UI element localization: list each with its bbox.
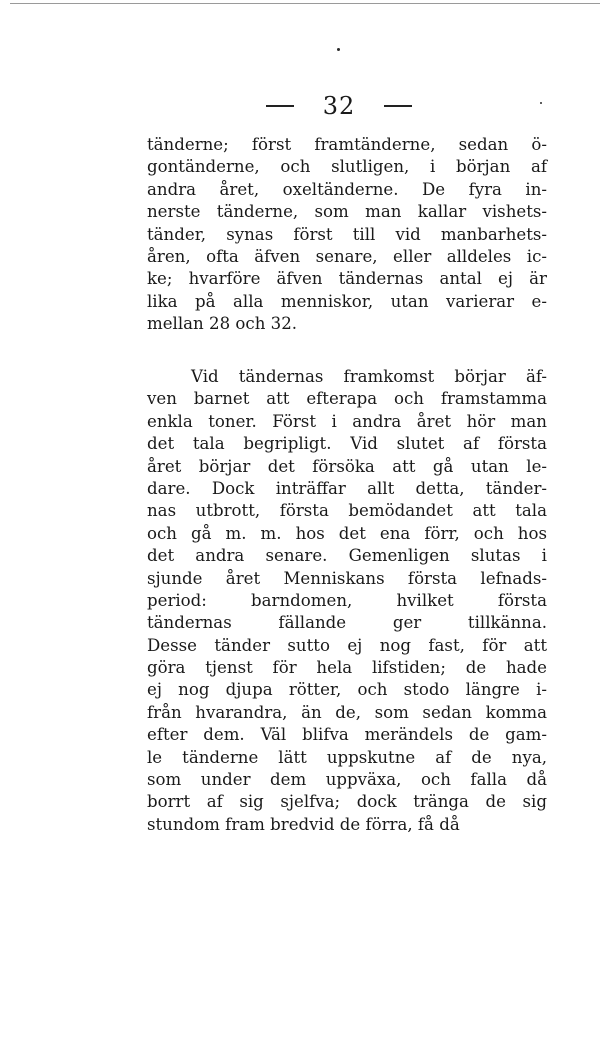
paragraph-1 (147, 134, 547, 336)
text-line: stundom fram bredvid de förra, få då (147, 814, 460, 834)
text-line: och gå m. m. hos det ena förr, och hos (147, 523, 547, 543)
text-line: det tala begripligt. Vid slutet af första (147, 434, 547, 454)
text-line: som under dem uppväxa, och falla då (147, 770, 547, 790)
page-header (266, 92, 412, 120)
top-border-rule (10, 3, 600, 4)
text-line: tänder, synas först till vid manbarhets- (147, 224, 547, 244)
text-line: Vid tändernas framkomst börjar äf- (191, 367, 547, 386)
text-line: åren, ofta äfven senare, eller alldeles ic- (147, 246, 547, 266)
text-line: nas utbrott, första bemödandet att tala (147, 501, 547, 521)
text-line: göra tjenst för hela lifstiden; de hade (147, 658, 547, 678)
text-line: nerste tänderne, som man kallar vishets- (147, 202, 547, 222)
page-number: 32 (322, 92, 356, 120)
text-line: året börjar det försöka att gå utan le- (147, 456, 547, 476)
text-line: från hvarandra, än de, som sedan komma (147, 702, 547, 722)
text-line: mellan 28 och 32. (147, 314, 298, 334)
text-line: andra året, oxeltänderne. De fyra in- (147, 179, 547, 199)
text-line: period: barndomen, hvilket första (147, 590, 547, 610)
text-line: tänderne; först framtänderne, sedan ö- (147, 135, 547, 154)
text-line: gontänderne, och slutligen, i början af (147, 157, 547, 177)
ink-speck (337, 48, 340, 51)
text-line: ven barnet att efterapa och framstamma (147, 389, 547, 409)
text-line: dare. Dock inträffar allt detta, tänder- (147, 478, 547, 498)
left-dash (266, 105, 294, 107)
text-line: enkla toner. Först i andra året hör man (147, 411, 547, 431)
text-line: efter dem. Väl blifva merändels de gam- (147, 725, 547, 745)
text-line: det andra senare. Gemenligen slutas i (147, 546, 547, 566)
text-line: Desse tänder sutto ej nog fast, för att (147, 635, 547, 655)
text-line: borrt af sig sjelfva; dock tränga de sig (147, 792, 547, 812)
text-line: ej nog djupa rötter, och stodo längre i- (147, 680, 547, 700)
paragraph-2 (147, 366, 547, 836)
text-line: lika på alla menniskor, utan varierar e- (147, 291, 547, 311)
text-line: tändernas fällande ger tillkänna. (147, 613, 547, 633)
ink-speck (540, 102, 542, 104)
text-line: le tänderne lätt uppskutne af de nya, (147, 747, 547, 767)
text-line: ke; hvarföre äfven tändernas antal ej är (147, 269, 547, 289)
right-dash (384, 105, 412, 107)
text-line: sjunde året Menniskans första lefnads- (147, 568, 547, 588)
